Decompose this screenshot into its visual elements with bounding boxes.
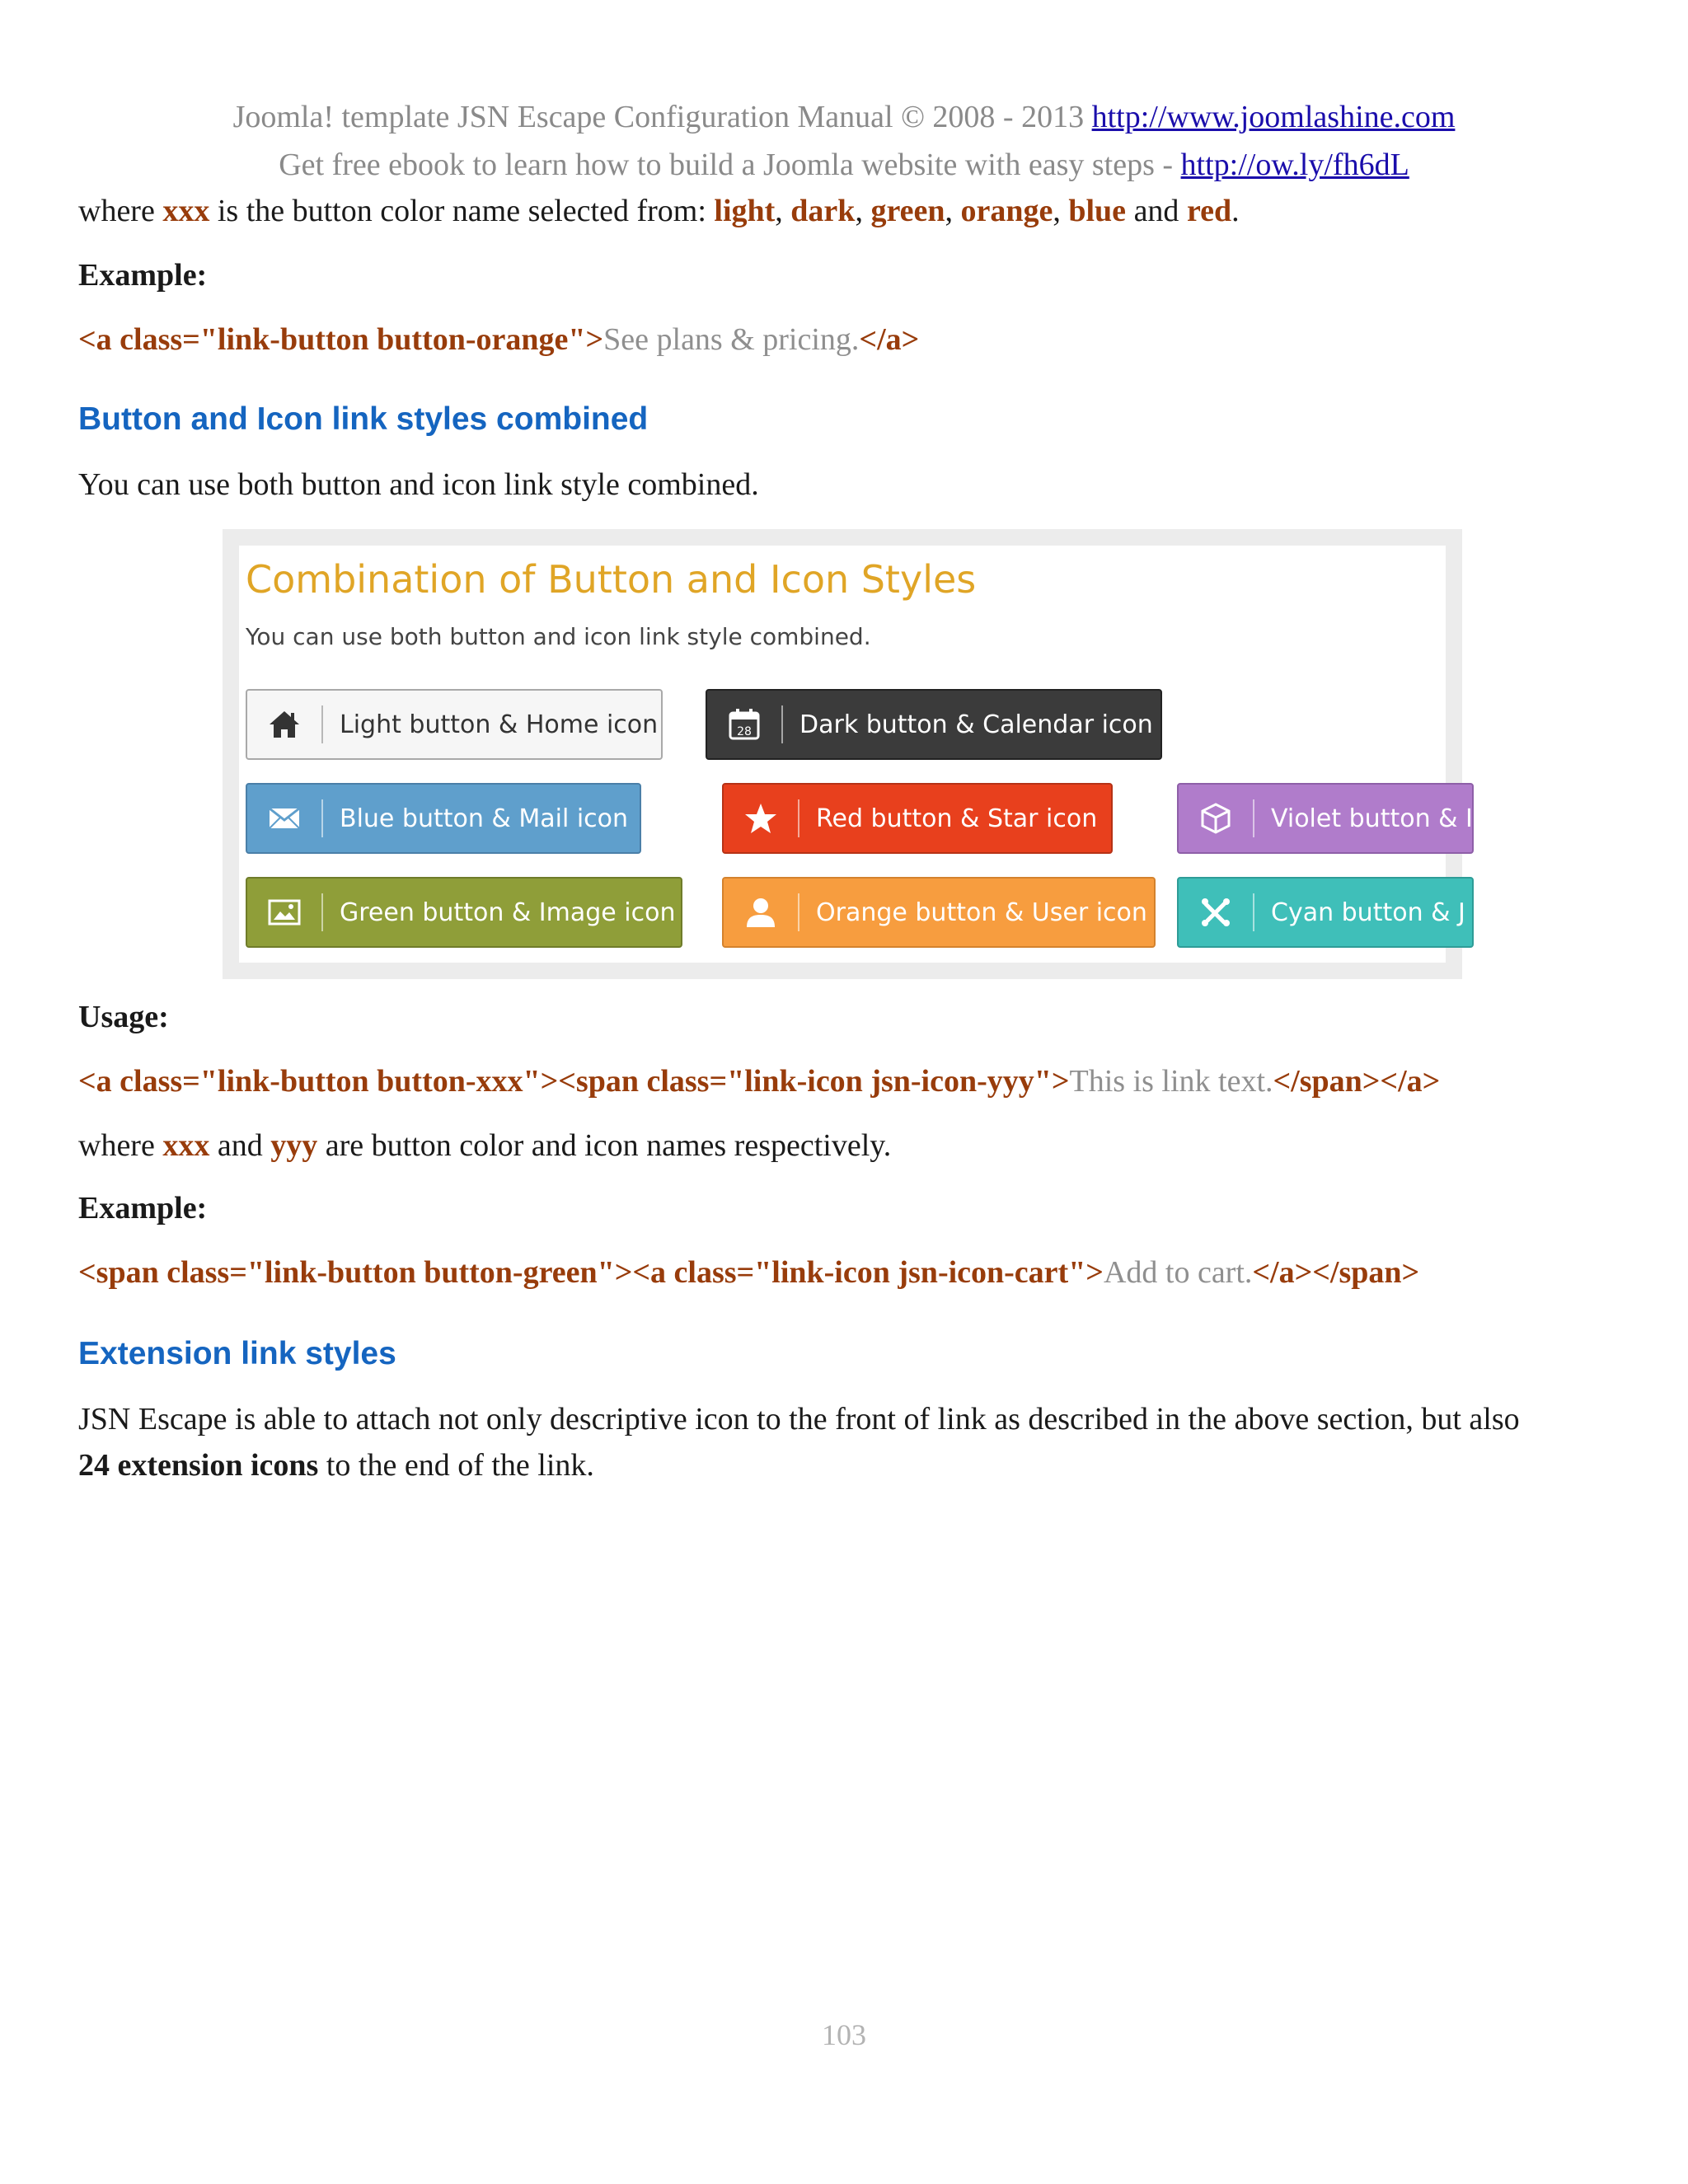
home-icon xyxy=(247,691,321,758)
button-label: Cyan button & J xyxy=(1271,898,1465,927)
mail-icon xyxy=(247,785,321,852)
button-label: Dark button & Calendar icon xyxy=(799,710,1153,739)
button-label: Violet button & I xyxy=(1271,804,1473,833)
violet-button[interactable] xyxy=(1177,783,1474,854)
button-label: Light button & Home icon xyxy=(340,710,659,739)
blue-mail-button[interactable] xyxy=(246,783,641,854)
button-label: Blue button & Mail icon xyxy=(340,804,629,833)
color-names-paragraph: where xxx is the button color name selected from: light, dark, green, orange, blue and red. xyxy=(78,194,1240,228)
image-icon xyxy=(247,879,321,946)
page-header-line-1: Joomla! template JSN Escape Configuration Manual © 2008 - 2013 http://www.joomlashine.com xyxy=(232,100,1456,134)
calendar-day: 28 xyxy=(737,725,752,738)
figure-title: Combination of Button and Icon Styles xyxy=(246,557,977,602)
usage-explanation: where xxx and yyy are button color and icon names respectively. xyxy=(78,1128,892,1163)
button-label: Orange button & User icon xyxy=(816,898,1147,927)
example-label-2: Example: xyxy=(78,1191,208,1226)
page-header-line-2: Get free ebook to learn how to build a Joomla website with easy steps - http://ow.ly/fh6dL xyxy=(279,148,1409,182)
ebook-link[interactable]: http://ow.ly/fh6dL xyxy=(1180,148,1409,182)
star-icon xyxy=(724,785,798,852)
dark-calendar-button[interactable] xyxy=(706,689,1162,760)
cyan-joomla-button[interactable] xyxy=(1177,877,1474,948)
usage-code: <a class="link-button button-xxx"><span class="link-icon jsn-icon-yyy">This is link text.</span></a> xyxy=(78,1064,1441,1099)
section-heading-extension: Extension link styles xyxy=(78,1336,396,1371)
green-image-button[interactable] xyxy=(246,877,682,948)
button-label: Red button & Star icon xyxy=(816,804,1098,833)
page-number: 103 xyxy=(822,2018,866,2051)
button-icon-screenshot xyxy=(223,529,1473,979)
orange-user-button[interactable] xyxy=(722,877,1156,948)
section-intro: You can use both button and icon link style combined. xyxy=(78,467,759,502)
figure-subtitle: You can use both button and icon link style combined. xyxy=(246,623,871,650)
joomlashine-link[interactable]: http://www.joomlashine.com xyxy=(1091,100,1456,134)
button-label: Green button & Image icon xyxy=(340,898,676,927)
usage-label: Usage: xyxy=(78,1000,169,1034)
light-home-button[interactable] xyxy=(246,689,663,760)
red-star-button[interactable] xyxy=(722,783,1113,854)
cube-icon xyxy=(1179,785,1253,852)
joomla-icon xyxy=(1179,879,1253,946)
section-heading-combined: Button and Icon link styles combined xyxy=(78,401,649,437)
calendar-icon xyxy=(707,691,781,758)
user-icon xyxy=(724,879,798,946)
example-code-2: <span class="link-button button-green"><a class="link-icon jsn-icon-cart">Add to cart.</a></span> xyxy=(78,1255,1420,1290)
screenshot-content xyxy=(239,546,1473,963)
example-code: <a class="link-button button-orange">See plans & pricing.</a> xyxy=(78,322,920,357)
extension-paragraph-line-2: 24 extension icons to the end of the link. xyxy=(78,1448,594,1483)
example-label: Example: xyxy=(78,258,208,293)
extension-paragraph-line-1: JSN Escape is able to attach not only descriptive icon to the front of link as described in the above section, but also xyxy=(78,1402,1520,1436)
